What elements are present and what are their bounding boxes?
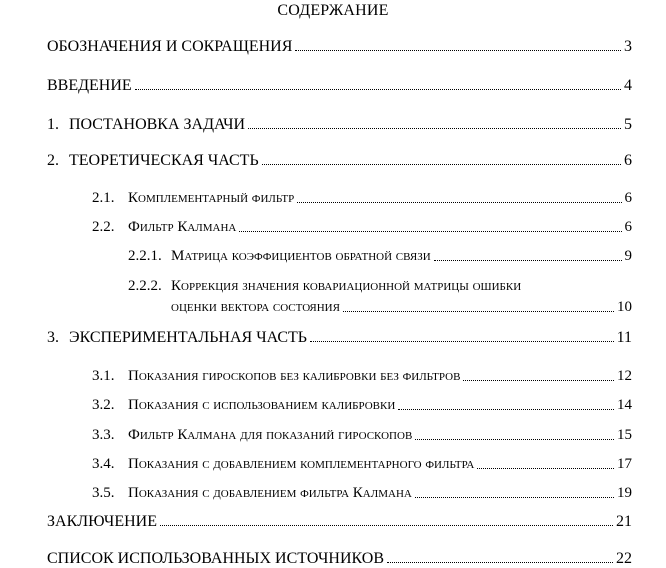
toc-page-number: 3: [624, 38, 632, 55]
toc-entry-number: 3.3.: [92, 427, 115, 443]
toc-entry-text: СПИСОК ИСПОЛЬЗОВАННЫХ ИСТОЧНИКОВ: [47, 550, 385, 567]
toc-page-number: 4: [624, 77, 632, 94]
toc-entry-text: Показания гироскопов без калибровки без фильтров: [128, 368, 461, 384]
toc-entry-number: 3.: [47, 329, 59, 346]
dot-leader: [463, 380, 614, 381]
toc-entry-number: 2.1.: [92, 190, 115, 206]
toc-entry-section-2-2[interactable]: [92, 218, 632, 237]
toc-page-number: 6: [624, 190, 632, 206]
toc-entry-conclusion[interactable]: [47, 512, 632, 531]
dot-leader: [160, 525, 613, 526]
toc-entry-number: 3.2.: [92, 397, 115, 413]
toc-page-number: 15: [617, 427, 632, 443]
toc-entry-text: Показания с добавлением комплементарного фильтра: [128, 456, 475, 472]
toc-entry-section-2[interactable]: [47, 151, 632, 170]
toc-entry-text: Фильтр Калмана: [128, 219, 237, 235]
dot-leader: [434, 260, 622, 261]
toc-entry-number: 2.2.2.: [128, 278, 162, 294]
toc-page-number: 19: [617, 485, 632, 501]
toc-entry-number: 3.5.: [92, 485, 115, 501]
dot-leader: [310, 341, 614, 342]
toc-entry-text: ЭКСПЕРИМЕНТАЛЬНАЯ ЧАСТЬ: [69, 329, 307, 346]
toc-entry-text: ВВЕДЕНИЕ: [47, 77, 132, 94]
toc-entry-abbreviations[interactable]: [47, 37, 632, 56]
toc-entry-section-3[interactable]: [47, 328, 632, 347]
toc-entry-text-line1: Коррекция значения ковариационной матрицы ошибки: [171, 278, 522, 294]
toc-entry-text: ПОСТАНОВКА ЗАДАЧИ: [69, 116, 246, 133]
toc-entry-number: 3.1.: [92, 368, 115, 384]
toc-title: СОДЕРЖАНИЕ: [277, 2, 389, 19]
toc-entry-text: Фильтр Калмана для показаний гироскопов: [128, 427, 413, 443]
toc-entry-number: 1.: [47, 116, 59, 133]
toc-entry-text: ЗАКЛЮЧЕНИЕ: [47, 513, 157, 530]
toc-entry-number: 2.2.: [92, 219, 115, 235]
toc-entry-text: Показания с добавлением фильтра Калмана: [128, 485, 412, 501]
toc-entry-text: Комплементарный фильтр: [128, 190, 295, 206]
dot-leader: [135, 89, 621, 90]
toc-entry-section-3-4[interactable]: [92, 455, 632, 474]
dot-leader: [239, 231, 621, 232]
toc-page-number: 5: [624, 116, 632, 133]
toc-page-number: 14: [617, 397, 632, 413]
dot-leader: [343, 311, 614, 312]
toc-entry-references[interactable]: [47, 549, 632, 568]
toc-entry-text-line2: оценки вектора состояния: [171, 299, 340, 315]
toc-entry-text: Матрица коэффициентов обратной связи: [171, 248, 431, 264]
toc-entry-section-3-3[interactable]: [92, 426, 632, 445]
toc-page-number: 11: [616, 329, 632, 346]
toc-entry-text: Показания с использованием калибровки: [128, 397, 396, 413]
dot-leader: [387, 562, 613, 563]
toc-entry-text: ТЕОРЕТИЧЕСКАЯ ЧАСТЬ: [69, 152, 259, 169]
dot-leader: [295, 50, 621, 51]
dot-leader: [398, 409, 614, 410]
dot-leader: [297, 202, 621, 203]
toc-page-number: 10: [617, 299, 632, 315]
toc-page-number: 6: [624, 152, 632, 169]
toc-page-number: 6: [624, 219, 632, 235]
toc-entry-section-3-1[interactable]: [92, 367, 632, 386]
toc-entry-number: 2.2.1.: [128, 248, 162, 264]
dot-leader: [415, 439, 614, 440]
toc-entry-section-1[interactable]: [47, 115, 632, 134]
toc-entry-section-2-2-2[interactable]: [171, 298, 632, 317]
toc-entry-section-2-2-2-first-line[interactable]: [128, 277, 521, 296]
dot-leader: [477, 468, 614, 469]
dot-leader: [248, 128, 621, 129]
toc-entry-section-2-1[interactable]: [92, 189, 632, 208]
toc-entry-text: ОБОЗНАЧЕНИЯ И СОКРАЩЕНИЯ: [47, 38, 293, 55]
toc-entry-number: 2.: [47, 152, 59, 169]
toc-page-number: 22: [616, 550, 632, 567]
toc-entry-introduction[interactable]: [47, 76, 632, 95]
dot-leader: [262, 164, 621, 165]
toc-page-number: 12: [617, 368, 632, 384]
toc-entry-section-3-5[interactable]: [92, 484, 632, 503]
toc-entry-section-3-2[interactable]: [92, 396, 632, 415]
toc-page-number: 9: [624, 248, 632, 264]
toc-page-number: 17: [617, 456, 632, 472]
toc-entry-section-2-2-1[interactable]: [128, 247, 632, 266]
dot-leader: [415, 497, 614, 498]
toc-entry-number: 3.4.: [92, 456, 115, 472]
toc-page-number: 21: [616, 513, 632, 530]
